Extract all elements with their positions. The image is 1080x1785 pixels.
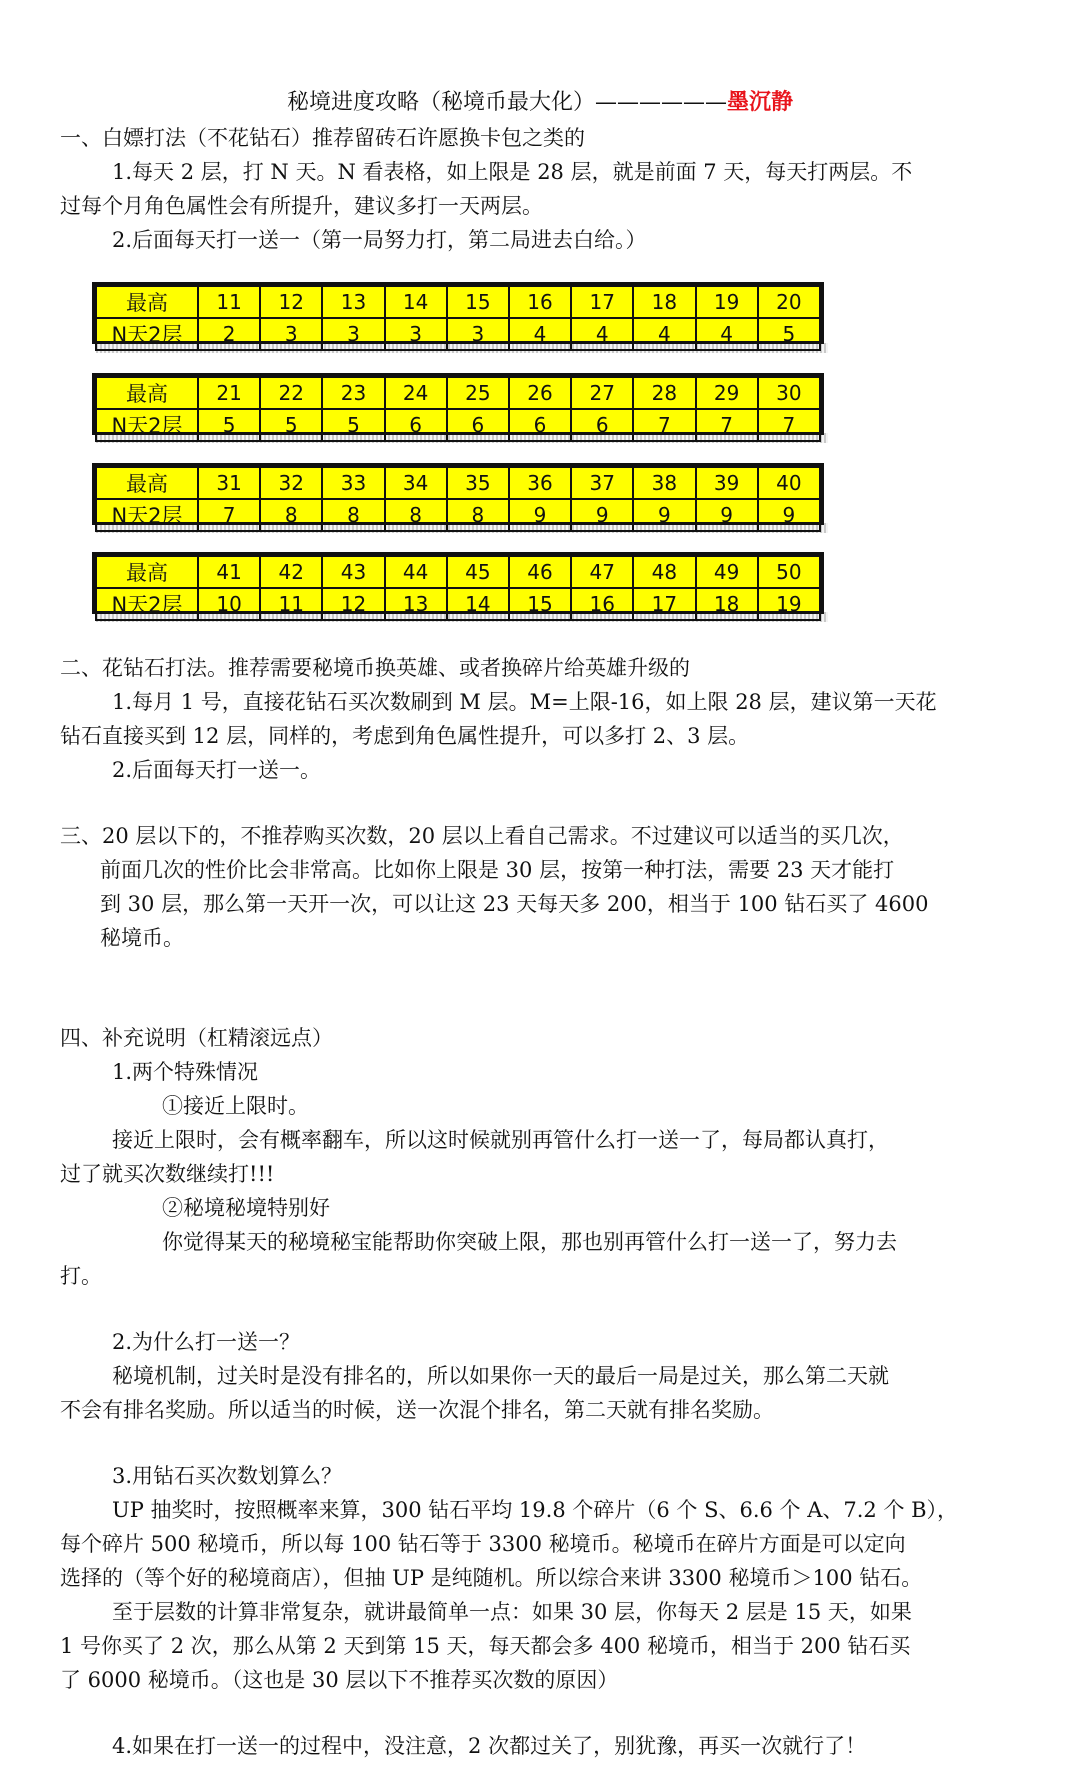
table-cell: 4: [571, 318, 633, 350]
section4-q3-line6: 了 6000 秘境币。（这也是 30 层以下不推荐买次数的原因）: [60, 1668, 619, 1692]
table-cell: 4: [696, 318, 758, 350]
table-cell: 31: [198, 467, 260, 499]
section4-q3-line2: 每个碎片 500 秘境币，所以每 100 钻石等于 3300 秘境币。秘境币在碎片方面是可以定向: [60, 1532, 906, 1556]
section2-p1b: 钻石直接买到 12 层，同样的，考虑到角色属性提升，可以多打 2、3 层。: [60, 724, 750, 748]
table-row-days: [96, 318, 820, 350]
section4-q1b: ②秘境秘境特别好: [162, 1196, 330, 1220]
table-cell: 44: [385, 556, 447, 588]
table-cell: 8: [385, 499, 447, 531]
table-cell: 18: [696, 588, 758, 620]
table-cell: 8: [447, 499, 509, 531]
row-label-max: 最高: [96, 556, 198, 588]
table-cell: 5: [260, 409, 322, 441]
section3-line2: 前面几次的性价比会非常高。比如你上限是 30 层，按第一种打法，需要 23 天才能打: [100, 858, 895, 882]
section1-p1a: 1.每天 2 层，打 N 天。N 看表格，如上限是 28 层，就是前面 7 天，每天打两层。不: [112, 160, 913, 184]
table-cell: 43: [322, 556, 384, 588]
floor-table-2: [92, 373, 824, 438]
section1-p2: 2.后面每天打一送一（第一局努力打，第二局进去白给。）: [112, 228, 647, 252]
table-cell: 40: [758, 467, 820, 499]
table-cell: 6: [385, 409, 447, 441]
table-cell: 8: [260, 499, 322, 531]
table-cell: 7: [696, 409, 758, 441]
section1-heading: 一、白嫖打法（不花钻石）推荐留砖石许愿换卡包之类的: [60, 126, 585, 150]
table-cell: 9: [758, 499, 820, 531]
table-cell: 3: [385, 318, 447, 350]
table-cell: 3: [322, 318, 384, 350]
section4-q1a-line1: 接近上限时，会有概率翻车，所以这时候就别再管什么打一送一了，每局都认真打，: [112, 1128, 889, 1152]
table-cell: 42: [260, 556, 322, 588]
table-cell: 32: [260, 467, 322, 499]
row-label-days: N天2层: [96, 499, 198, 531]
section4-q2-line2: 不会有排名奖励。所以适当的时候，送一次混个排名，第二天就有排名奖励。: [60, 1398, 774, 1422]
floor-table-1: [92, 282, 824, 347]
table-cell: 49: [696, 556, 758, 588]
table-cell: 4: [633, 318, 695, 350]
table-cell: 7: [758, 409, 820, 441]
table-cell: 37: [571, 467, 633, 499]
table-cell: 11: [198, 286, 260, 318]
table-cell: 4: [509, 318, 571, 350]
section2-p2: 2.后面每天打一送一。: [112, 758, 322, 782]
section4-q3: 3.用钻石买次数划算么？: [112, 1464, 343, 1488]
section4-heading: 四、补充说明（杠精滚远点）: [60, 1026, 333, 1050]
table-cell: 7: [633, 409, 695, 441]
row-label-max: 最高: [96, 377, 198, 409]
table-cell: 12: [260, 286, 322, 318]
table-cell: 3: [447, 318, 509, 350]
table-cell: 30: [758, 377, 820, 409]
section3-line3: 到 30 层，那么第一天开一次，可以让这 23 天每天多 200，相当于 100 钻石买了 4600: [100, 892, 929, 916]
table-row-days: [96, 499, 820, 531]
table-row-days: [96, 409, 820, 441]
table-cell: 39: [696, 467, 758, 499]
table-row-max: [96, 286, 820, 318]
table-row-max: [96, 467, 820, 499]
table-cell: 9: [633, 499, 695, 531]
table-cell: 21: [198, 377, 260, 409]
table-cell: 9: [696, 499, 758, 531]
table-cell: 15: [447, 286, 509, 318]
table-row-max: [96, 556, 820, 588]
table-cell: 8: [322, 499, 384, 531]
section4-q3-line5: 1 号你买了 2 次，那么从第 2 天到第 15 天，每天都会多 400 秘境币，相当于 200 钻石买: [60, 1634, 911, 1658]
floor-table-4: [92, 552, 824, 617]
table-cell: 46: [509, 556, 571, 588]
table-cell: 3: [260, 318, 322, 350]
table-cell: 17: [571, 286, 633, 318]
table-cell: 19: [696, 286, 758, 318]
row-label-max: 最高: [96, 467, 198, 499]
table-cell: 28: [633, 377, 695, 409]
row-label-days: N天2层: [96, 588, 198, 620]
table-cell: 9: [571, 499, 633, 531]
row-label-max: 最高: [96, 286, 198, 318]
section4-q3-line4: 至于层数的计算非常复杂，就讲最简单一点：如果 30 层，你每天 2 层是 15 天，如果: [112, 1600, 912, 1624]
table-cell: 23: [322, 377, 384, 409]
table-cell: 47: [571, 556, 633, 588]
section1-p1b: 过每个月角色属性会有所提升，建议多打一天两层。: [60, 194, 543, 218]
table-cell: 36: [509, 467, 571, 499]
table-cell: 14: [385, 286, 447, 318]
table-cell: 45: [447, 556, 509, 588]
title-text: 秘境进度攻略（秘境币最大化）——————: [286, 90, 727, 115]
table-cell: 5: [758, 318, 820, 350]
section4-q1b-line2: 打。: [60, 1264, 102, 1288]
section4-q2-line1: 秘境机制，过关时是没有排名的，所以如果你一天的最后一局是过关，那么第二天就: [112, 1364, 889, 1388]
table-cell: 19: [758, 588, 820, 620]
table-cell: 6: [509, 409, 571, 441]
section2-heading: 二、花钻石打法。推荐需要秘境币换英雄、或者换碎片给英雄升级的: [60, 656, 690, 680]
table-row-max: [96, 377, 820, 409]
table-row-days: [96, 588, 820, 620]
table-cell: 9: [509, 499, 571, 531]
table-cell: 11: [260, 588, 322, 620]
table-cell: 13: [385, 588, 447, 620]
table-cell: 50: [758, 556, 820, 588]
table-cell: 6: [571, 409, 633, 441]
page-title: [0, 88, 1080, 118]
table-cell: 10: [198, 588, 260, 620]
section4-q2: 2.为什么打一送一？: [112, 1330, 301, 1354]
table-cell: 41: [198, 556, 260, 588]
table-cell: 22: [260, 377, 322, 409]
section2-p1a: 1.每月 1 号，直接花钻石买次数刷到 M 层。M=上限-16，如上限 28 层，建议第一天花: [112, 690, 937, 714]
table-cell: 6: [447, 409, 509, 441]
table-cell: 20: [758, 286, 820, 318]
table-cell: 25: [447, 377, 509, 409]
table-cell: 17: [633, 588, 695, 620]
table-cell: 15: [509, 588, 571, 620]
table-cell: 29: [696, 377, 758, 409]
floor-table-3: [92, 463, 824, 528]
table-cell: 35: [447, 467, 509, 499]
table-cell: 13: [322, 286, 384, 318]
row-label-days: N天2层: [96, 318, 198, 350]
table-cell: 7: [198, 499, 260, 531]
section4-q3-line3: 选择的（等个好的秘境商店），但抽 UP 是纯随机。所以综合来讲 3300 秘境币＞100 钻石。: [60, 1566, 923, 1590]
table-cell: 34: [385, 467, 447, 499]
section3-line4: 秘境币。: [100, 926, 184, 950]
table-cell: 5: [322, 409, 384, 441]
section4-q1a-line2: 过了就买次数继续打!!!: [60, 1162, 275, 1186]
section3-line1: 三、20 层以下的，不推荐购买次数，20 层以上看自己需求。不过建议可以适当的买几次，: [60, 824, 904, 848]
section4-q1: 1.两个特殊情况: [112, 1060, 259, 1084]
table-cell: 14: [447, 588, 509, 620]
table-cell: 26: [509, 377, 571, 409]
section4-q1b-line1: 你觉得某天的秘境秘宝能帮助你突破上限，那也别再管什么打一送一了，努力去: [162, 1230, 897, 1254]
section4-q1a: ①接近上限时。: [162, 1094, 309, 1118]
table-cell: 12: [322, 588, 384, 620]
table-cell: 2: [198, 318, 260, 350]
table-cell: 38: [633, 467, 695, 499]
section4-q3-line1: UP 抽奖时，按照概率来算，300 钻石平均 19.8 个碎片（6 个 S、6.6 个 A、7.2 个 B），: [112, 1498, 959, 1522]
table-cell: 24: [385, 377, 447, 409]
table-cell: 48: [633, 556, 695, 588]
table-cell: 5: [198, 409, 260, 441]
table-cell: 18: [633, 286, 695, 318]
section4-q4: 4.如果在打一送一的过程中，没注意，2 次都过关了，别犹豫，再买一次就行了！: [112, 1734, 867, 1758]
table-cell: 16: [509, 286, 571, 318]
table-cell: 27: [571, 377, 633, 409]
table-cell: 16: [571, 588, 633, 620]
author-name: 墨沉静: [727, 90, 794, 115]
table-cell: 33: [322, 467, 384, 499]
row-label-days: N天2层: [96, 409, 198, 441]
